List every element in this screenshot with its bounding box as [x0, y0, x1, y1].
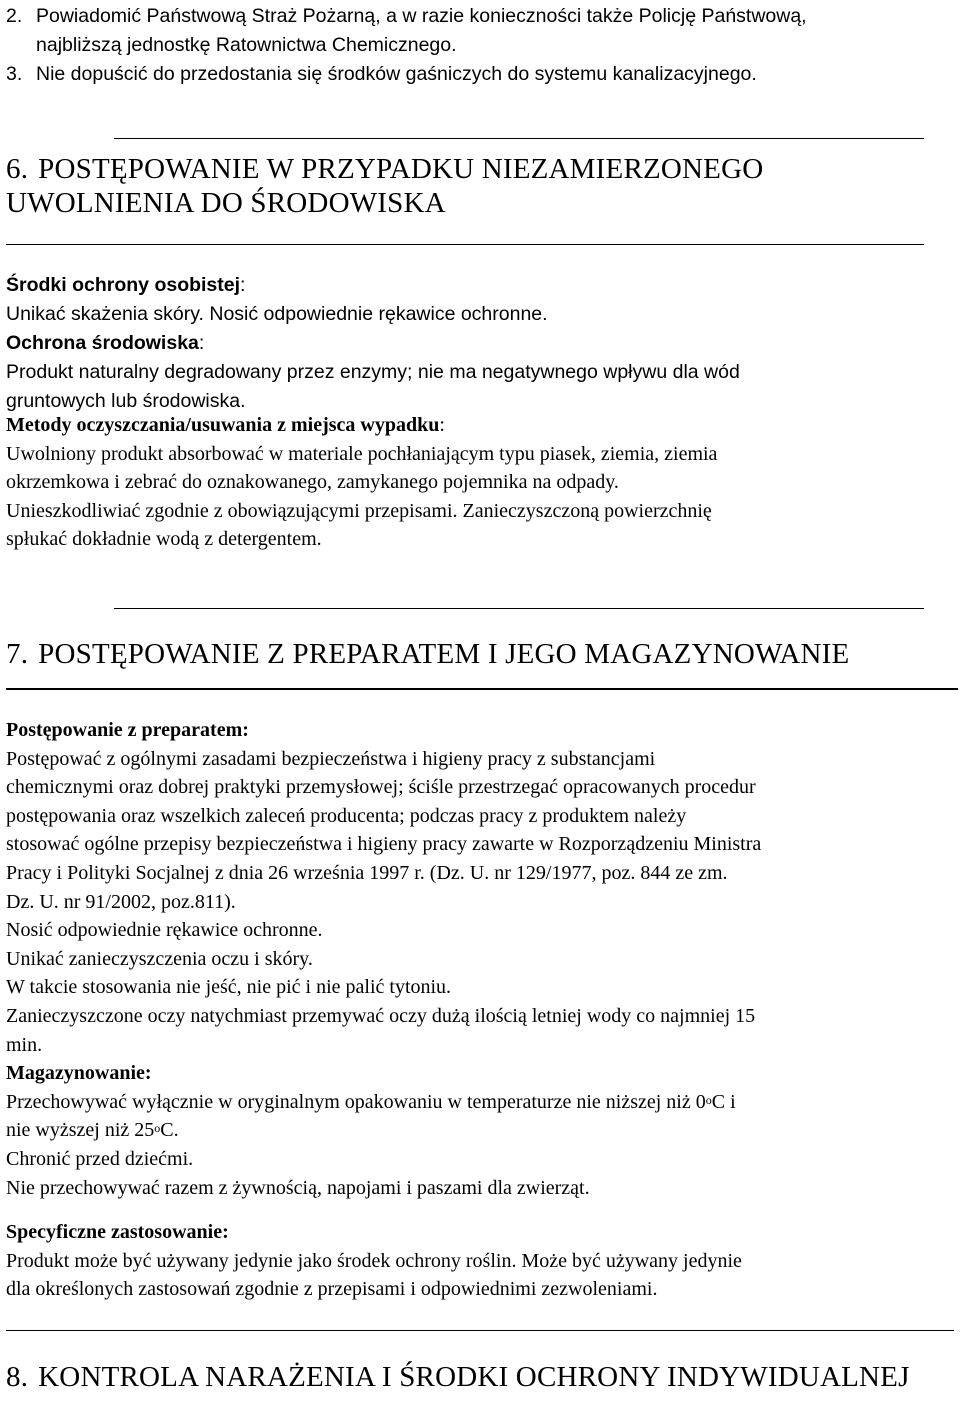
section-6-body: Środki ochrony osobistej: Unikać skażenia skóry. Nosić odpowiednie rękawice ochronne. Ochrona środowiska: Produkt naturalny degradowany przez enzymy; nie ma negatywnego wpływu dla wód gruntowych lub środowiska.: [6, 271, 956, 416]
handling-text: Dz. U. nr 91/2002, poz.811).: [6, 890, 236, 913]
handling-text: postępowania oraz wszelkich zaleceń producenta; podczas pracy z produktem należy: [6, 804, 687, 827]
storage-temperature-text: Przechowywać wyłącznie w oryginalnym opakowaniu w temperaturze nie niższej niż 0$^o$C i: [6, 1090, 736, 1113]
environment-protection-text: Produkt naturalny degradowany przez enzymy; nie ma negatywnego wpływu dla wód: [6, 361, 740, 383]
section-number: 7.: [6, 638, 29, 670]
cleanup-methods-text: Unieszkodliwiać zgodnie z obowiązującymi przepisami. Zanieczyszczoną powierzchnię: [6, 499, 712, 522]
list-item-text: Powiadomić Państwową Straż Pożarną, a w razie konieczności także Policję Państwową,: [36, 5, 807, 27]
divider: [6, 1330, 954, 1331]
storage-text: Nie przechowywać razem z żywnością, napojami i paszami dla zwierząt.: [6, 1176, 590, 1199]
environment-protection-label: Ochrona środowiska: [6, 332, 199, 354]
storage-temperature-text: nie wyższej niż 25$^o$C.: [6, 1119, 179, 1142]
section-title: POSTĘPOWANIE W PRZYPADKU NIEZAMIERZONEGO: [38, 153, 764, 185]
handling-text: stosować ogólne przepisy bezpieczeństwa i higieny pracy zawarte w Rozporządzeniu Ministra: [6, 833, 762, 856]
cleanup-methods-text: okrzemkowa i zebrać do oznakowanego, zamykanego pojemnika na odpady.: [6, 471, 619, 494]
handling-text: W takcie stosowania nie jeść, nie pić i nie palić tytoniu.: [6, 976, 452, 999]
handling-text: Pracy i Polityki Socjalnej z dnia 26 września 1997 r. (Dz. U. nr 129/1977, poz. 844 ze zm.: [6, 861, 728, 884]
personal-protection-text: Unikać skażenia skóry. Nosić odpowiednie rękawice ochronne.: [6, 303, 548, 325]
storage-text: Chronić przed dziećmi.: [6, 1147, 194, 1170]
cleanup-methods: Metody oczyszczania/usuwania z miejsca wypadku: Uwolniony produkt absorbować w materiale pochłaniającym typu piasek, ziemia, ziemia okrzemkowa i zebrać do oznakowanego, zamykanego pojemnika na odpady. Unieszkodliwiać zgodnie z obowiązującymi przepisami. Zanieczyszczoną powierzchnię spłukać dokładnie wodą z detergentem.: [6, 411, 956, 554]
list-item: [6, 60, 956, 89]
personal-protection-label: Środki ochrony osobistej: [6, 274, 241, 296]
storage-label: Magazynowanie:: [6, 1062, 152, 1085]
divider: [6, 688, 958, 690]
handling-label: Postępowanie z preparatem:: [6, 719, 249, 741]
section-title: KONTROLA NARAŻENIA I ŚRODKI OCHRONY INDYWIDUALNEJ: [38, 1361, 910, 1393]
section-7-heading: [6, 637, 849, 671]
handling-text: Nosić odpowiednie rękawice ochronne.: [6, 919, 323, 942]
environment-protection-text: gruntowych lub środowiska.: [6, 390, 246, 412]
specific-use: [6, 1218, 956, 1304]
section-title: POSTĘPOWANIE Z PREPARATEM I JEGO MAGAZYNOWANIE: [38, 638, 850, 670]
handling-text: Unikać zanieczyszczenia oczu i skóry.: [6, 947, 313, 970]
divider: [114, 138, 924, 139]
section-title-continued: UWOLNIENIA DO ŚRODOWISKA: [6, 187, 446, 219]
handling-text: Zanieczyszczone oczy natychmiast przemywać oczy dużą ilością letniej wody co najmniej 15: [6, 1004, 756, 1027]
list-item-number: 2.: [6, 5, 23, 27]
section-8-heading: [6, 1360, 910, 1394]
list-item-text: Nie dopuścić do przedostania się środków gaśniczych do systemu kanalizacyjnego.: [36, 63, 757, 85]
section-number: 8.: [6, 1361, 29, 1393]
list-item: [6, 2, 956, 60]
handling-text: chemicznymi oraz dobrej praktyki przemysłowej; ściśle przestrzegać opracowanych procedur: [6, 776, 756, 799]
list-item-number: 3.: [6, 63, 23, 85]
section-6-heading: [6, 152, 763, 220]
list-item-text: najbliższą jednostkę Ratownictwa Chemicznego.: [36, 34, 457, 56]
specific-use-text: dla określonych zastosowań zgodnie z przepisami i odpowiednimi zezwoleniami.: [6, 1278, 658, 1301]
cleanup-methods-text: Uwolniony produkt absorbować w materiale pochłaniającym typu piasek, ziemia, ziemia: [6, 442, 718, 465]
cleanup-methods-text: spłukać dokładnie wodą z detergentem.: [6, 528, 322, 551]
section-number: 6.: [6, 153, 29, 185]
divider: [6, 244, 924, 245]
specific-use-label: Specyficzne zastosowanie:: [6, 1221, 229, 1243]
section-7-body: [6, 716, 956, 1202]
intro-numbered-list: [6, 2, 956, 89]
cleanup-methods-label: Metody oczyszczania/usuwania z miejsca wypadku: [6, 414, 440, 436]
divider: [114, 608, 924, 609]
specific-use-text: Produkt może być używany jedynie jako środek ochrony roślin. Może być używany jedynie: [6, 1249, 742, 1272]
handling-text: min.: [6, 1033, 43, 1056]
handling-text: Postępować z ogólnymi zasadami bezpieczeństwa i higieny pracy z substancjami: [6, 747, 656, 770]
